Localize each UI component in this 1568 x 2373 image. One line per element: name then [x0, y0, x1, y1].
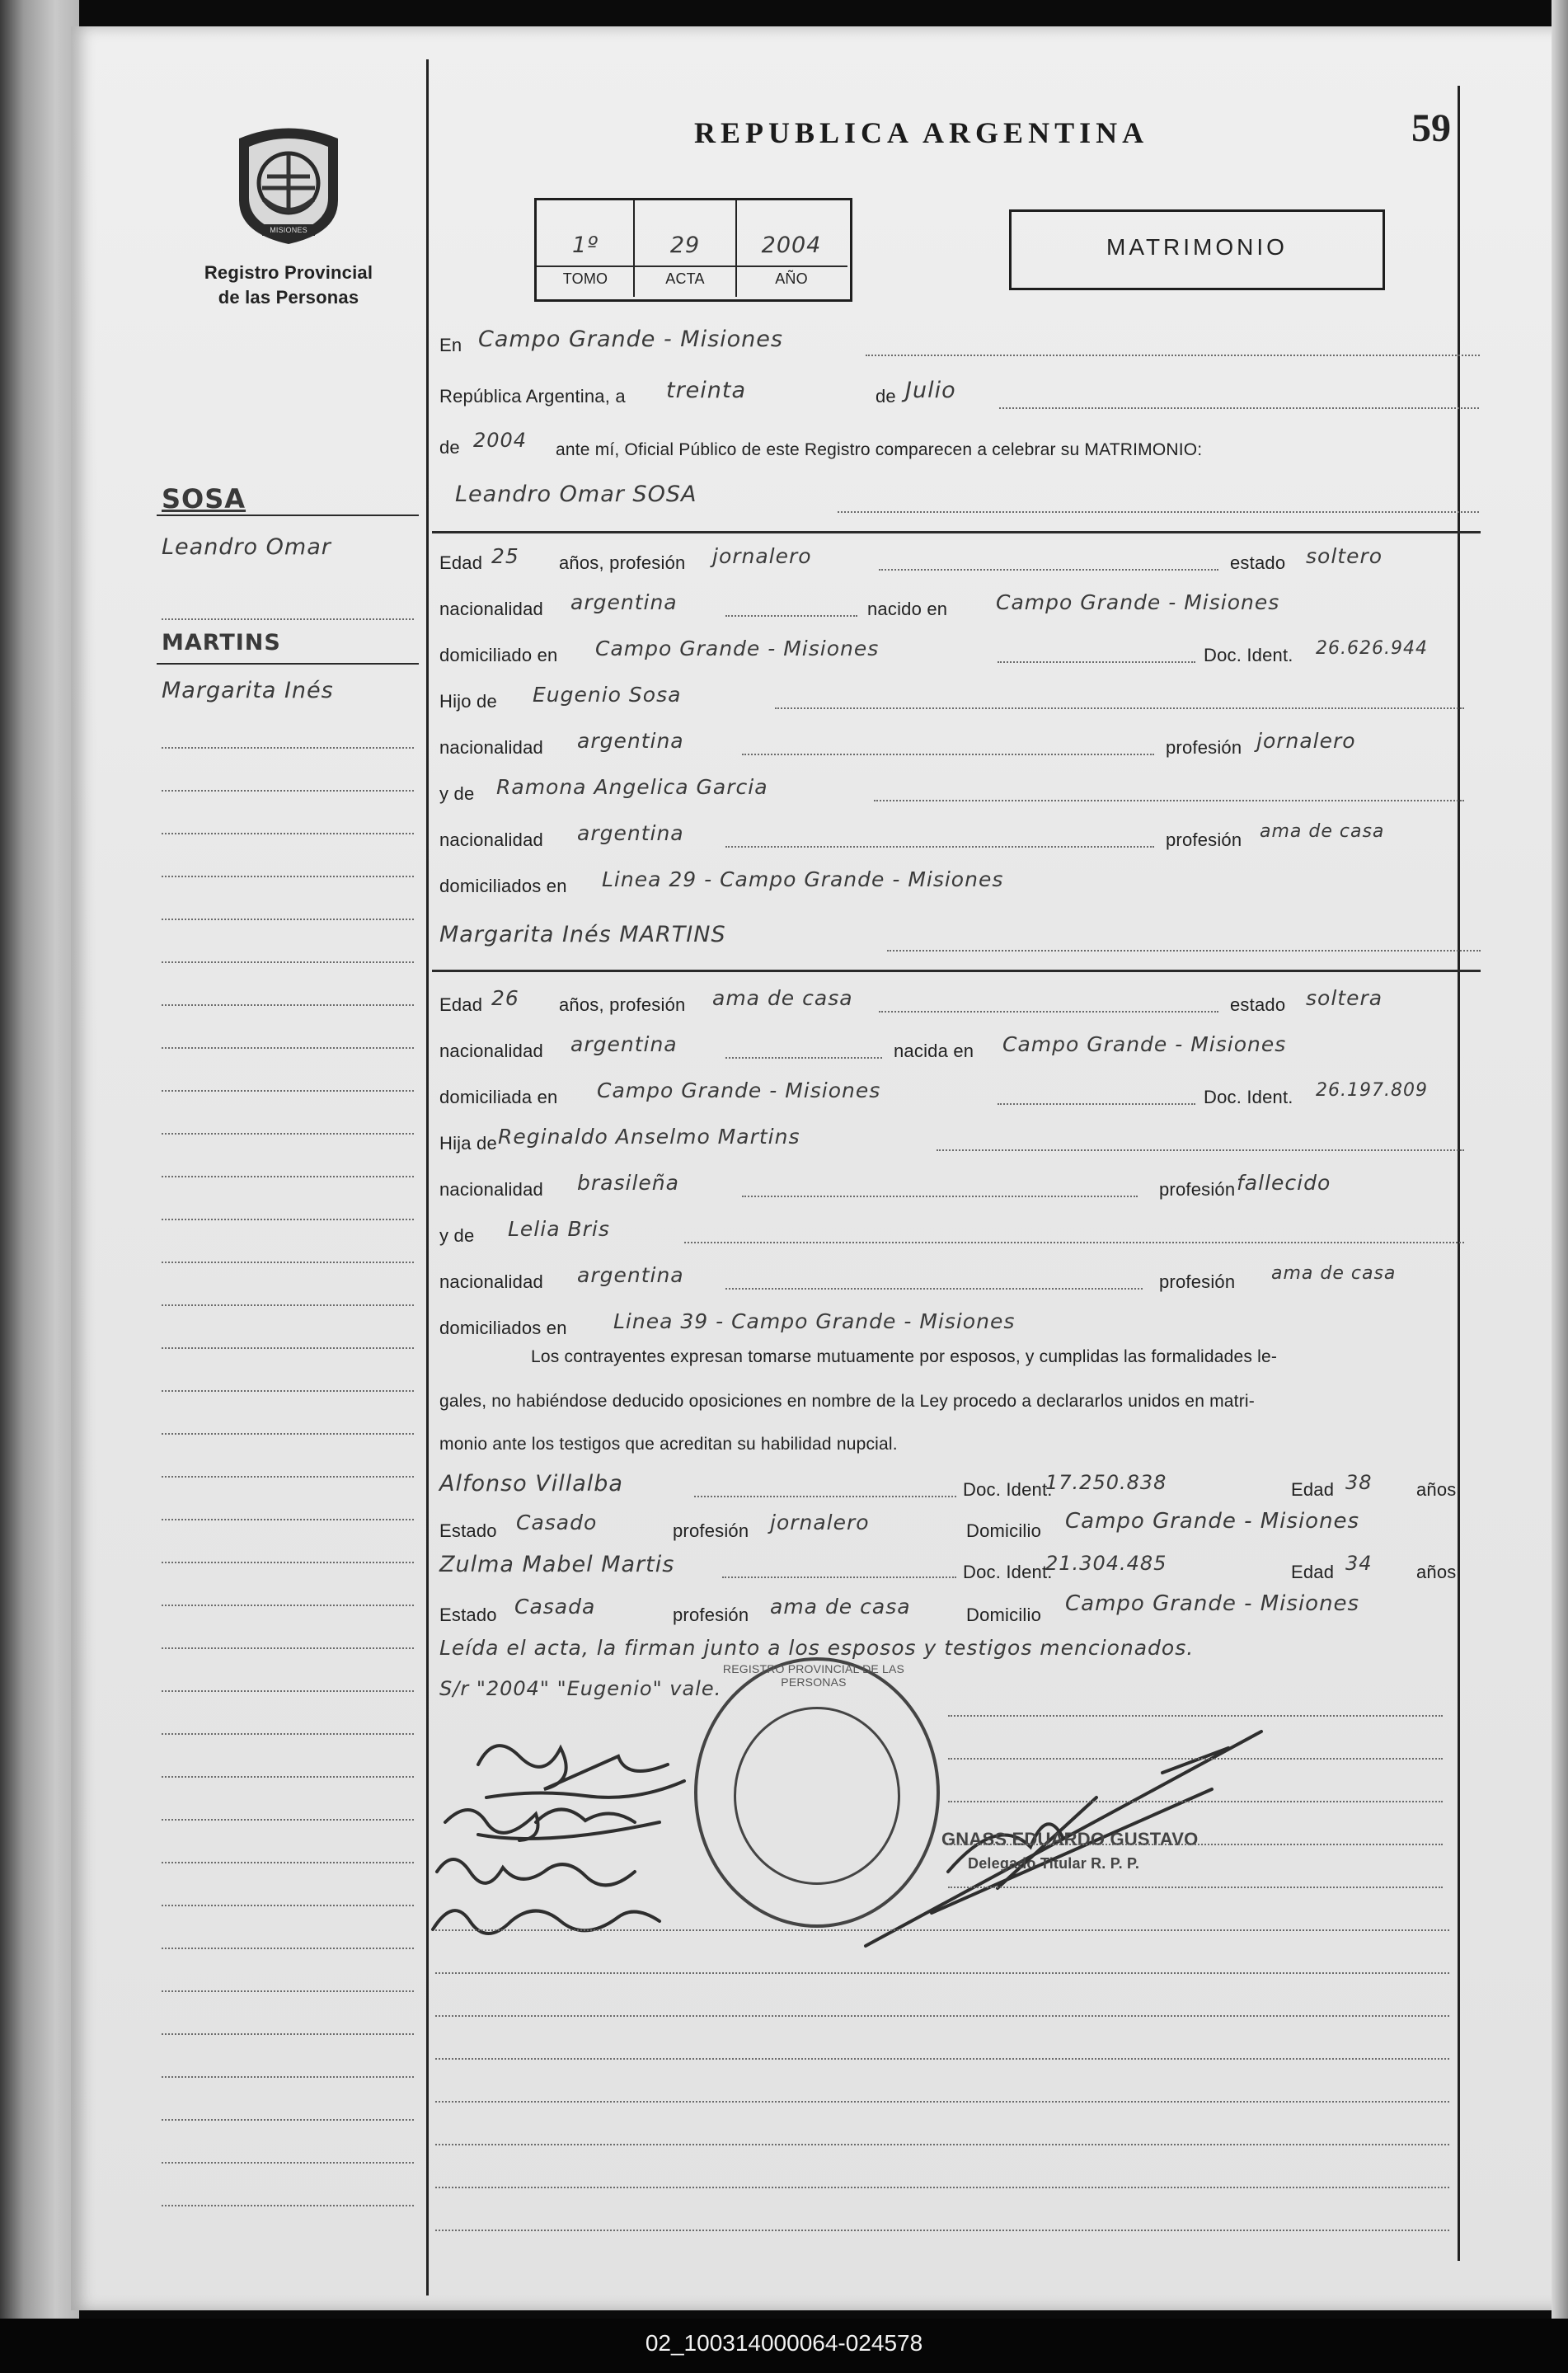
- witness2-prof-label: profesión: [673, 1605, 749, 1625]
- bride-doc-label: Doc. Ident.: [1204, 1087, 1293, 1107]
- groom-birthplace-label: nacido en: [867, 599, 948, 619]
- scan-id-caption: 02_100314000064-024578: [645, 2330, 923, 2356]
- witness2-profession: ama de casa: [770, 1595, 911, 1619]
- fill-line: [722, 1577, 956, 1578]
- registry-name-line2: de las Personas: [218, 287, 359, 308]
- declaration-line1: Los contrayentes expresan tomarse mutuamente por esposos, y cumplidas las formalidades le-: [531, 1347, 1278, 1366]
- ano-label: AÑO: [775, 270, 808, 287]
- official-seal-inner: [734, 1707, 900, 1885]
- fill-line: [725, 846, 1154, 848]
- bride-estado: soltera: [1306, 986, 1383, 1010]
- fill-line: [162, 747, 414, 749]
- acta-value: 29: [669, 233, 701, 258]
- fill-line: [887, 950, 1481, 952]
- groom-domicile-label: domiciliado en: [439, 645, 558, 665]
- fill-line: [874, 800, 1464, 801]
- witness1-dom-label: Domicilio: [966, 1520, 1042, 1541]
- fill-line: [162, 1519, 414, 1520]
- registry-name-line1: Registro Provincial: [204, 262, 373, 283]
- fill-line: [435, 1972, 1449, 1974]
- fill-line: [435, 2101, 1449, 2103]
- fill-line: [694, 1496, 956, 1497]
- groom-father-profession-label: profesión: [1166, 737, 1242, 758]
- closing-line1: Leída el acta, la firman junto a los esposos y testigos mencionados.: [439, 1636, 1195, 1660]
- fill-line: [435, 2015, 1449, 2017]
- witness1-name: Alfonso Villalba: [439, 1471, 623, 1497]
- witness1-doc-label: Doc. Ident.: [963, 1479, 1053, 1500]
- ano-value: 2004: [761, 233, 822, 258]
- bride-mother-nationality-label: nacionalidad: [439, 1271, 543, 1292]
- fill-line: [948, 1758, 1443, 1760]
- bride-doc: 26.197.809: [1316, 1080, 1428, 1101]
- groom-parents-domicile-label: domiciliados en: [439, 876, 567, 896]
- groom-full-name: Leandro Omar SOSA: [455, 482, 697, 507]
- groom-father: Eugenio Sosa: [533, 683, 682, 707]
- groom-profession: jornalero: [712, 544, 812, 568]
- bride-mother: Lelia Bris: [508, 1217, 610, 1241]
- section-rule: [432, 970, 1481, 972]
- bride-and-of-label: y de: [439, 1225, 475, 1246]
- fill-line: [162, 2033, 414, 2035]
- groom-mother-nationality: argentina: [577, 821, 684, 845]
- fill-line: [162, 1647, 414, 1649]
- groom-parents-domicile: Linea 29 - Campo Grande - Misiones: [602, 867, 1004, 891]
- bride-mother-profession: ama de casa: [1271, 1263, 1397, 1284]
- fill-line: [435, 2144, 1449, 2145]
- fill-line: [162, 1862, 414, 1863]
- witness2-name: Zulma Mabel Martis: [439, 1552, 675, 1577]
- bride-parents-domicile-label: domiciliados en: [439, 1318, 567, 1338]
- bride-father-profession-label: profesión: [1159, 1179, 1236, 1200]
- groom-father-profession: jornalero: [1256, 729, 1356, 753]
- groom-mother-nationality-label: nacionalidad: [439, 829, 543, 850]
- groom-father-nationality: argentina: [577, 729, 684, 753]
- ante-text: ante mí, Oficial Público de este Registro comparecen a celebrar su MATRIMONIO:: [556, 440, 1203, 459]
- witness2-estado: Casada: [514, 1595, 596, 1619]
- witness1-profession: jornalero: [770, 1511, 870, 1534]
- bride-estado-label: estado: [1230, 994, 1286, 1015]
- fill-line: [742, 754, 1154, 755]
- margin-bride-given: Margarita Inés: [162, 678, 334, 703]
- bride-profession: ama de casa: [712, 986, 853, 1010]
- fill-line: [162, 876, 414, 877]
- seal-text: REGISTRO PROVINCIAL DE LAS PERSONAS: [722, 1662, 905, 1689]
- fill-line: [162, 1004, 414, 1006]
- bride-father: Reginaldo Anselmo Martins: [498, 1125, 800, 1149]
- fill-line: [998, 661, 1195, 663]
- fill-line: [435, 1929, 1449, 1931]
- groom-mother-profession: ama de casa: [1260, 821, 1385, 842]
- fill-line: [162, 1905, 414, 1906]
- groom-nationality-label: nacionalidad: [439, 599, 543, 619]
- en-label: En: [439, 335, 462, 355]
- witness1-age: 38: [1345, 1471, 1373, 1494]
- groom-doc-label: Doc. Ident.: [1204, 645, 1293, 665]
- right-page-edge: [1552, 0, 1568, 2319]
- tomo-value: 1º: [572, 233, 599, 258]
- fill-line: [742, 1196, 1138, 1197]
- marriage-month: Julio: [905, 378, 956, 403]
- declaration-line2: gales, no habiéndose deducido oposiciones en nombre de la Ley procedo a declararlos unidos en matri-: [439, 1392, 1255, 1411]
- groom-mother: Ramona Angelica Garcia: [496, 775, 768, 799]
- fill-line: [937, 1149, 1464, 1151]
- bride-father-nationality-label: nacionalidad: [439, 1179, 543, 1200]
- fill-line: [162, 618, 414, 620]
- de2-label: de: [439, 437, 460, 458]
- fill-line: [162, 1690, 414, 1692]
- witness1-estado: Casado: [516, 1511, 598, 1534]
- fill-line: [879, 569, 1218, 571]
- bride-father-nationality: brasileña: [577, 1171, 679, 1195]
- fill-line: [162, 833, 414, 834]
- witness1-domicile: Campo Grande - Misiones: [1065, 1509, 1360, 1534]
- groom-estado-label: estado: [1230, 552, 1286, 573]
- officer-title: Delegado Titular R. P. P.: [968, 1855, 1140, 1872]
- fill-line: [162, 919, 414, 920]
- margin-bride-surname: MARTINS: [162, 630, 281, 656]
- fill-line: [435, 2230, 1449, 2231]
- bride-domicile: Campo Grande - Misiones: [597, 1078, 881, 1102]
- fill-line: [948, 1844, 1443, 1845]
- fill-line: [162, 790, 414, 792]
- fill-line: [162, 2076, 414, 2078]
- witness2-age: 34: [1345, 1552, 1373, 1575]
- fill-line: [162, 1047, 414, 1049]
- record-type: MATRIMONIO: [1106, 234, 1288, 260]
- bride-anos-profesion-label: años, profesión: [559, 994, 686, 1015]
- bride-edad-label: Edad: [439, 994, 483, 1015]
- fill-line: [948, 1715, 1443, 1717]
- fill-line: [162, 1948, 414, 1949]
- bride-father-profession: fallecido: [1237, 1171, 1331, 1195]
- witness2-doc-label: Doc. Ident.: [963, 1562, 1053, 1582]
- marriage-place: Campo Grande - Misiones: [478, 327, 783, 352]
- margin-rule: [157, 515, 419, 516]
- tomo-label: TOMO: [562, 270, 608, 287]
- witness1-edad-label: Edad: [1291, 1479, 1335, 1500]
- bride-age: 26: [491, 986, 519, 1010]
- record-box-rule: [537, 265, 847, 267]
- groom-child-of-label: Hijo de: [439, 691, 497, 712]
- fill-line: [162, 1090, 414, 1092]
- republica-label: República Argentina, a: [439, 386, 626, 406]
- closing-line2: S/r "2004" "Eugenio" vale.: [439, 1677, 722, 1700]
- witness2-dom-label: Domicilio: [966, 1605, 1042, 1625]
- fill-line: [162, 2205, 414, 2206]
- groom-doc: 26.626.944: [1316, 638, 1428, 659]
- page-number: 59: [1411, 106, 1451, 150]
- margin-rule: [157, 663, 419, 665]
- fill-line: [435, 2187, 1449, 2188]
- right-border-rule: [1458, 86, 1460, 2261]
- fill-line: [162, 1776, 414, 1778]
- fill-line: [725, 615, 857, 617]
- bride-nationality-label: nacionalidad: [439, 1041, 543, 1061]
- bride-full-name: Margarita Inés MARTINS: [439, 922, 726, 947]
- witness1-estado-label: Estado: [439, 1520, 497, 1541]
- section-rule: [432, 531, 1481, 533]
- fill-line: [775, 707, 1464, 709]
- margin-groom-surname: SOSA: [162, 483, 246, 515]
- witness2-edad-label: Edad: [1291, 1562, 1335, 1582]
- groom-birthplace: Campo Grande - Misiones: [996, 590, 1280, 614]
- witness1-doc: 17.250.838: [1045, 1471, 1167, 1494]
- groom-nationality: argentina: [570, 590, 678, 614]
- fill-line: [162, 1733, 414, 1735]
- officer-name: GNASS EDUARDO GUSTAVO: [941, 1829, 1199, 1849]
- bride-birthplace: Campo Grande - Misiones: [1002, 1032, 1287, 1056]
- fill-line: [162, 1262, 414, 1263]
- fill-line: [162, 1605, 414, 1606]
- fill-line: [162, 1390, 414, 1392]
- fill-line: [948, 1801, 1443, 1802]
- fill-line: [162, 1819, 414, 1821]
- groom-edad-label: Edad: [439, 552, 483, 573]
- witness1-anos-label: años: [1416, 1479, 1457, 1500]
- groom-domicile: Campo Grande - Misiones: [595, 637, 880, 660]
- fill-line: [838, 511, 1479, 513]
- witness2-anos-label: años: [1416, 1562, 1457, 1582]
- fill-line: [684, 1242, 1464, 1243]
- groom-and-of-label: y de: [439, 783, 475, 804]
- groom-father-nationality-label: nacionalidad: [439, 737, 543, 758]
- emblem-label: MISIONES: [270, 226, 307, 234]
- fill-line: [162, 1476, 414, 1478]
- bride-mother-nationality: argentina: [577, 1263, 684, 1287]
- fill-line: [879, 1011, 1218, 1013]
- fill-line: [725, 1057, 882, 1059]
- groom-age: 25: [491, 544, 519, 568]
- de-label: de: [876, 386, 896, 406]
- declaration-line3: monio ante los testigos que acreditan su habilidad nupcial.: [439, 1435, 898, 1454]
- fill-line: [162, 1304, 414, 1306]
- fill-line: [162, 961, 414, 963]
- fill-line: [162, 1990, 414, 1992]
- fill-line: [866, 355, 1480, 356]
- left-page-edge: [0, 0, 79, 2373]
- witness2-estado-label: Estado: [439, 1605, 497, 1625]
- acta-label: ACTA: [665, 270, 705, 287]
- fill-line: [725, 1288, 1143, 1290]
- fill-line: [435, 2058, 1449, 2060]
- witness2-domicile: Campo Grande - Misiones: [1065, 1591, 1360, 1616]
- country-title: REPUBLICA ARGENTINA: [694, 116, 1149, 149]
- marriage-year: 2004: [473, 429, 528, 452]
- fill-line: [162, 1219, 414, 1220]
- fill-line: [162, 1433, 414, 1435]
- groom-mother-profession-label: profesión: [1166, 829, 1242, 850]
- bride-parents-domicile: Linea 39 - Campo Grande - Misiones: [613, 1309, 1016, 1333]
- fill-line: [948, 1887, 1443, 1888]
- bride-mother-profession-label: profesión: [1159, 1271, 1236, 1292]
- provincial-emblem: [231, 122, 346, 246]
- fill-line: [162, 1562, 414, 1563]
- fill-line: [999, 407, 1479, 409]
- bride-domicile-label: domiciliada en: [439, 1087, 558, 1107]
- fill-line: [162, 1133, 414, 1135]
- fill-line: [162, 2162, 414, 2164]
- bride-birthplace-label: nacida en: [894, 1041, 974, 1061]
- bride-nationality: argentina: [570, 1032, 678, 1056]
- bride-child-of-label: Hija de: [439, 1133, 497, 1154]
- fill-line: [162, 1347, 414, 1349]
- margin-groom-given: Leandro Omar: [162, 534, 331, 560]
- groom-estado: soltero: [1306, 544, 1383, 568]
- fill-line: [162, 1176, 414, 1177]
- fill-line: [162, 2119, 414, 2121]
- marriage-day: treinta: [666, 378, 747, 403]
- witness2-doc: 21.304.485: [1045, 1552, 1167, 1575]
- witness1-prof-label: profesión: [673, 1520, 749, 1541]
- groom-anos-profesion-label: años, profesión: [559, 552, 686, 573]
- fill-line: [998, 1103, 1195, 1105]
